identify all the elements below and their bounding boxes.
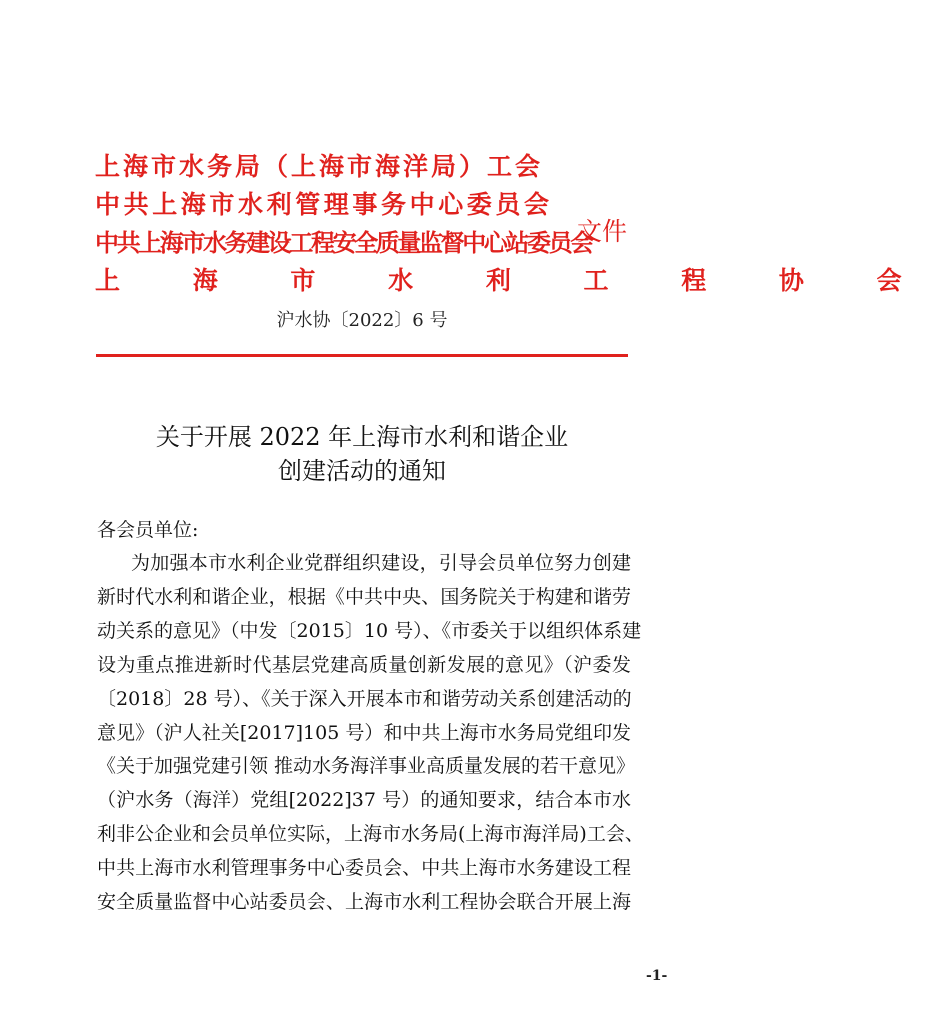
- org-water-engineering-association: 上 海 市 水 利 工 程 协 会: [95, 266, 934, 295]
- red-divider: [96, 354, 628, 357]
- body-line: 新时代水利和谐企业，根据《中共中央、国务院关于构建和谐劳: [97, 585, 631, 608]
- body-paragraph: [97, 547, 644, 920]
- body-line: 安全质量监督中心站委员会、上海市水利工程协会联合开展上海: [97, 891, 631, 914]
- org-water-management-committee: 中共上海市水利管理事务中心委员会: [95, 190, 553, 219]
- page-number: -1-: [646, 968, 668, 984]
- body-line: 《关于加强党建引领 推动水务海洋事业高质量发展的若干意见》: [97, 755, 636, 778]
- body-line: 为加强本市水利企业党群组织建设，引导会员单位努力创建: [131, 552, 631, 574]
- document-suffix: 文件: [577, 217, 628, 246]
- body-line: 中共上海市水利管理事务中心委员会、中共上海市水务建设工程: [97, 857, 631, 880]
- body-line: （沪水务（海洋）党组[2022]37 号）的通知要求，结合本市水: [97, 789, 631, 812]
- body-line: 动关系的意见》（中发〔2015〕10 号）、《市委关于以组织体系建: [97, 619, 642, 642]
- body-line: 意见》（沪人社关[2017]105 号）和中共上海市水务局党组印发: [97, 721, 631, 744]
- org-quality-supervision-committee: 中共上海市水务建设工程安全质量监督中心站委员会: [95, 228, 592, 257]
- title-line-1: 关于开展 2022 年上海市水利和谐企业: [155, 423, 569, 451]
- salutation: 各会员单位:: [97, 519, 199, 541]
- body-line: 设为重点推进新时代基层党建高质量创新发展的意见》（沪委发: [97, 653, 631, 676]
- body-line: 利非公企业和会员单位实际，上海市水务局(上海市海洋局)工会、: [97, 823, 644, 846]
- body-line: 〔2018〕28 号）、《关于深入开展本市和谐劳动关系创建活动的: [97, 687, 632, 710]
- document-number: 沪水协〔2022〕6 号: [276, 310, 448, 331]
- title-line-2: 创建活动的通知: [278, 457, 446, 485]
- notice-title: [0, 420, 724, 488]
- org-water-authority-union: 上海市水务局（上海市海洋局）工会: [95, 152, 544, 181]
